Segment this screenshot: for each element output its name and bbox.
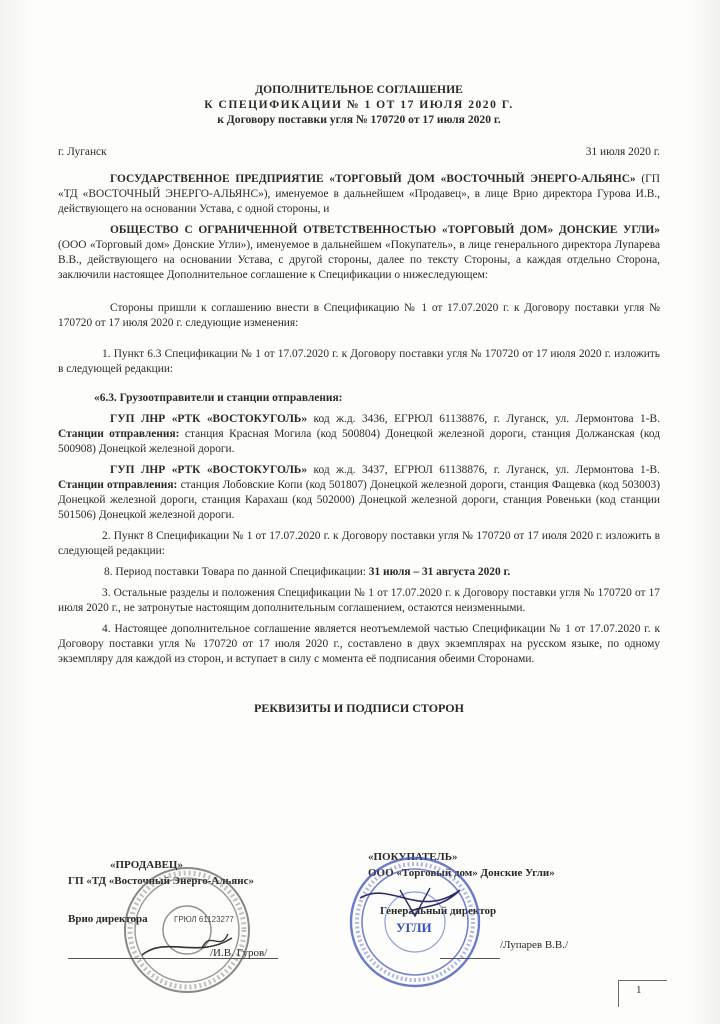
seller-stamp [112, 860, 262, 1000]
shipper-2-name: ГУП ЛНР «РТК «ВОСТОКУГОЛЬ» [110, 464, 308, 476]
title-line-2: К СПЕЦИФИКАЦИИ № 1 ОТ 17 ИЮЛЯ 2020 Г. [204, 98, 514, 111]
place-date-row [58, 145, 660, 160]
buyer-signatory: /Лупарев В.В./ [500, 939, 569, 951]
party-buyer-text: (ООО «Торговый дом» Донские Угли»), именуемое в дальнейшем «Покупатель», в лице генерального директора Лупарева В.В., действующего на основании Устава, с другой стороны, далее по тексту Стороны, а каждая отдельно Сторона, заключили настоящее Дополнительное соглашение к Спецификации о нижеследующем: [58, 239, 660, 281]
shipper-2-details: код ж.д. 3437, ЕГРЮЛ 61138876, г. Луганск, ул. Лермонтова 1-В. [313, 464, 660, 476]
shipper-1-label: Станции отправления: [58, 428, 180, 440]
shipper-1-stations: станция Красная Могила (код 500804) Донецкой железной дороги, станция Должанская (код 500908) Донецкой железной дороги. [58, 428, 661, 455]
seller-position: Врио директора [68, 913, 148, 925]
title-line-3: к Договору поставки угля № 170720 от 17 июля 2020 г. [217, 113, 501, 126]
party-seller-paragraph [58, 172, 660, 217]
item-2-quote-prefix: 8. Период поставки Товара по данной Спецификации: [104, 566, 366, 578]
shipper-2-stations: станция Лобовские Копи (код 501807) Донецкой железной дороги, станция Фащевка (код 503003) Донецкой железной дороги, станция Карахаш (код 502000) Донецкой железной дороги, станция Ровеньки (код станции 501506) Донецкой железной дороги. [58, 479, 660, 521]
seller-signatory: /И.В. Гуров/ [210, 947, 268, 959]
date: 31 июля 2020 г. [585, 146, 660, 158]
shipper-1-details: код ж.д. 3436, ЕГРЮЛ 61138876, г. Луганск, ул. Лермонтова 1-В. [313, 413, 660, 425]
item-4: 4. Настоящее дополнительное соглашение является неотъемлемой частью Спецификации № 1 от 17.07.2020 г. к Договору поставки угля № 170720 от 17 июля 2020 г., составлено в двух экземплярах на русском языке, по одному экземпляру для каждой из сторон, и вступает в силу с момента её подписания обеими Сторонами. [58, 623, 660, 665]
party-buyer-name: ОБЩЕСТВО С ОГРАНИЧЕННОЙ ОТВЕТСТВЕННОСТЬЮ «ТОРГОВЫЙ ДОМ» ДОНСКИЕ УГЛИ» [110, 224, 660, 236]
party-buyer-paragraph [58, 223, 660, 283]
item-2-quote-period: 31 июля – 31 августа 2020 г. [368, 566, 511, 578]
item-2: 2. Пункт 8 Спецификации № 1 от 17.07.2020 г. к Договору поставки угля № 170720 от 17 июля 2020 г. изложить в следующей редакции: [58, 530, 660, 557]
place: г. Луганск [58, 146, 107, 158]
buyer-stamp [340, 850, 490, 995]
item-2-quote [58, 565, 660, 580]
party-seller-text: (ГП «ТД «ВОСТОЧНЫЙ ЭНЕРГО-АЛЬЯНС»), именуемое в дальнейшем «Продавец», в лице Врио директора Гурова И.В., действующего на основании Устава, с одной стороны, и [58, 173, 660, 215]
title-line-1: ДОПОЛНИТЕЛЬНОЕ СОГЛАШЕНИЕ [255, 83, 463, 96]
requisites-title: РЕКВИЗИТЫ И ПОДПИСИ СТОРОН [254, 701, 464, 715]
shipper-2-paragraph [58, 463, 660, 523]
seller-stamp-text: ГРЮЛ 61123277 [174, 915, 234, 924]
page-number-box [618, 980, 667, 1007]
intro-paragraph: Стороны пришли к соглашению внести в Спецификацию № 1 от 17.07.2020 г. к Договору поставки угля № 170720 от 17 июля 2020 г. следующие изменения: [58, 302, 660, 329]
party-seller-name: ГОСУДАРСТВЕННОЕ ПРЕДПРИЯТИЕ «ТОРГОВЫЙ ДОМ «ВОСТОЧНЫЙ ЭНЕРГО-АЛЬЯНС» [110, 173, 636, 185]
document-title [58, 82, 660, 127]
seller-role: «ПРОДАВЕЦ» [110, 859, 183, 871]
item-1-heading: «6.3. Грузоотправители и станции отправления: [94, 392, 343, 404]
buyer-role: «ПОКУПАТЕЛЬ» [368, 851, 458, 863]
seller-org: ГП «ТД «Восточный Энерго-Альянс» [68, 875, 254, 887]
shipper-1-paragraph [58, 412, 660, 457]
shipper-2-label: Станции отправления: [58, 479, 178, 491]
buyer-org: ООО «Торговый дом» Донские Угли» [368, 867, 555, 879]
shipper-1-name: ГУП ЛНР «РТК «ВОСТОКУГОЛЬ» [110, 413, 308, 425]
item-1: 1. Пункт 6.3 Спецификации № 1 от 17.07.2020 г. к Договору поставки угля № 170720 от 17 июля 2020 г. изложить в следующей редакции: [58, 348, 660, 375]
item-3: 3. Остальные разделы и положения Спецификации № 1 от 17.07.2020 г. к Договору поставки угля № 170720 от 17 июля 2020 г., не затронутые настоящим дополнительным соглашением, остаются неизменными. [58, 587, 660, 614]
buyer-position: Генеральный директор [380, 905, 497, 917]
page-number: 1 [636, 984, 642, 996]
document-body [58, 82, 660, 716]
buyer-stamp-text: УГЛИ [396, 920, 432, 935]
